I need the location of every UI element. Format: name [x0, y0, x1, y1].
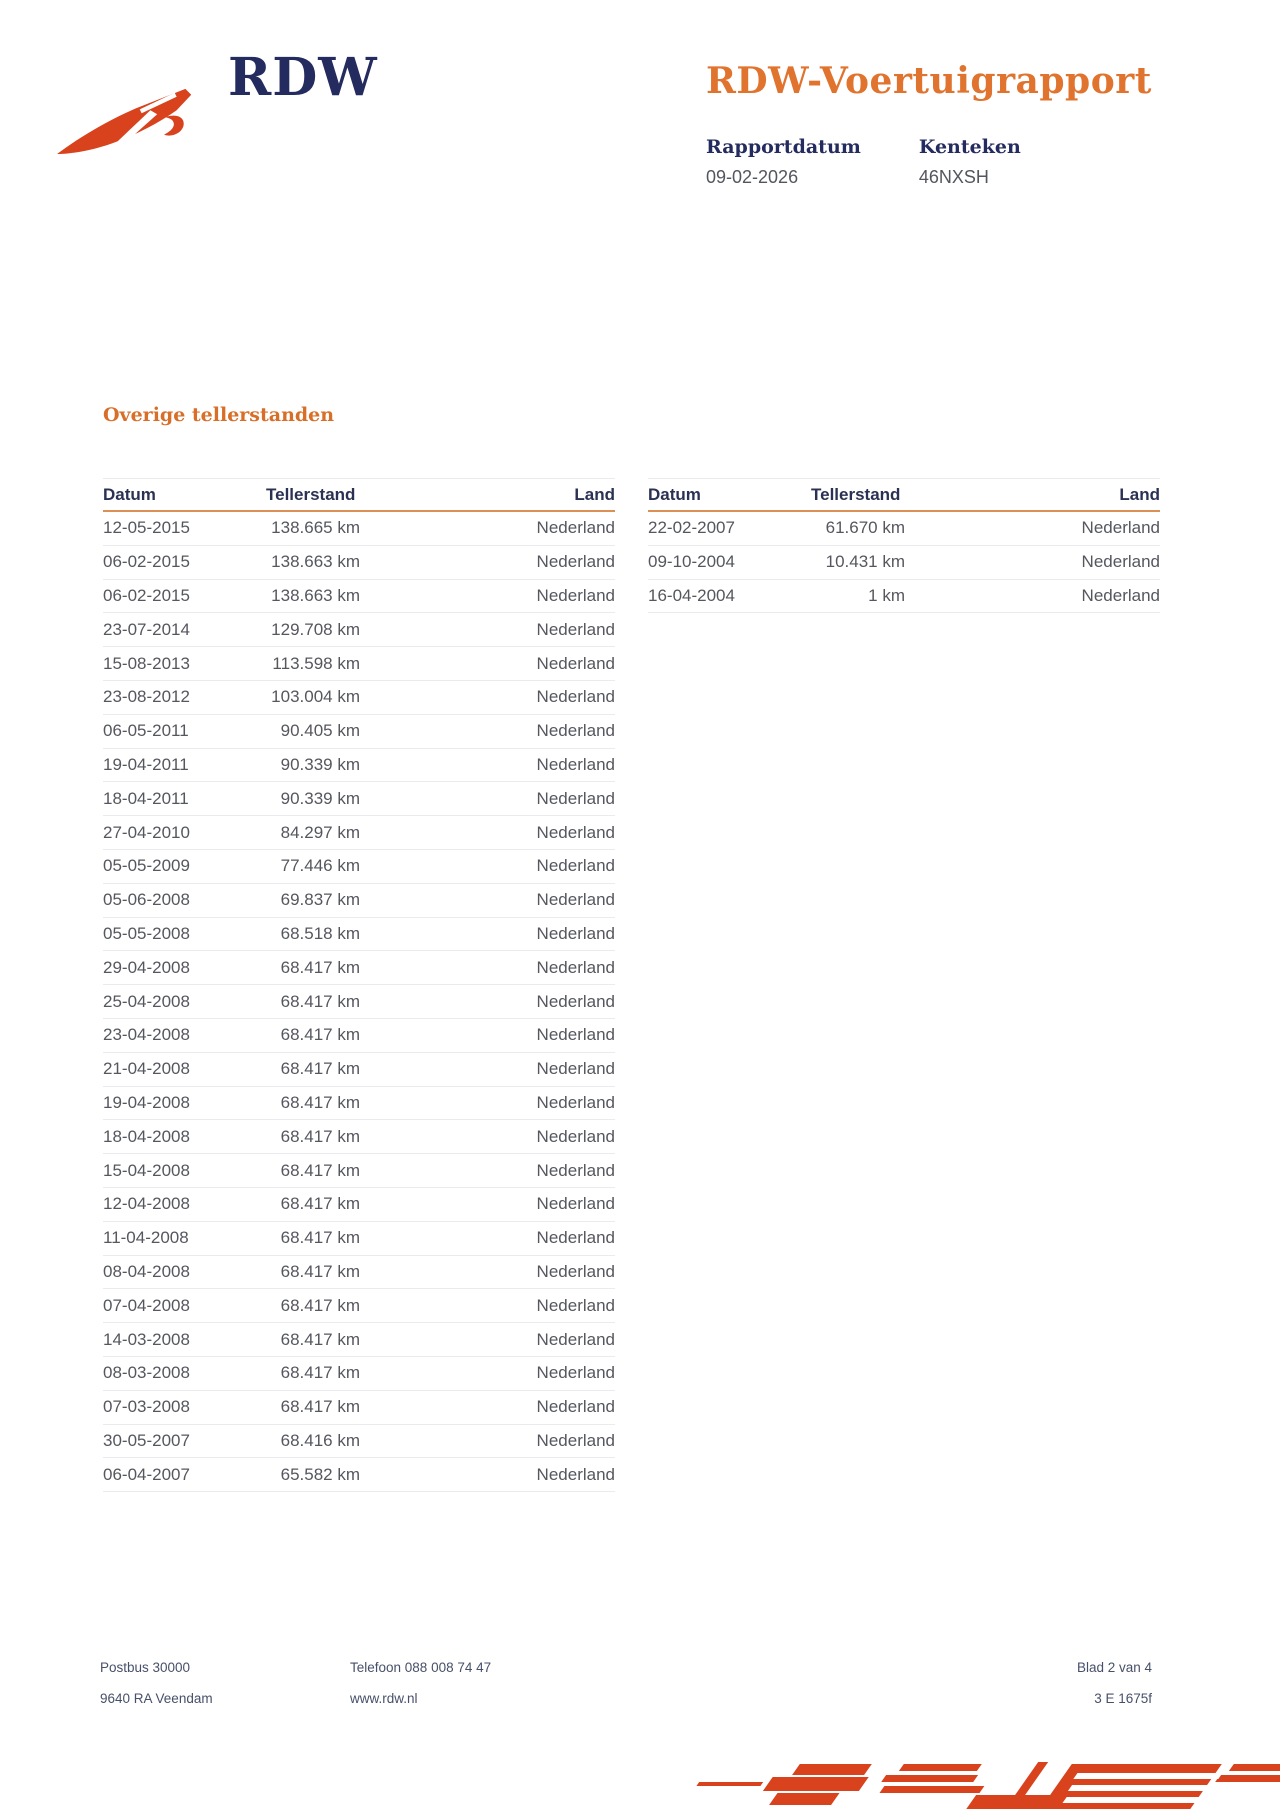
cell-land: Nederland: [536, 1025, 615, 1045]
cell-land: Nederland: [536, 1363, 615, 1383]
cell-datum: 12-05-2015: [103, 518, 190, 538]
cell-datum: 18-04-2011: [103, 788, 189, 808]
cell-land: Nederland: [536, 923, 615, 943]
cell-tellerstand: 61.670 km: [825, 518, 905, 538]
table-row: [103, 715, 615, 749]
license-plate-block: [919, 136, 1021, 188]
column-header-land: Land: [574, 484, 615, 504]
cell-tellerstand: 90.339 km: [280, 788, 360, 808]
cell-land: Nederland: [536, 1397, 615, 1417]
cell-datum: 08-03-2008: [103, 1363, 190, 1383]
cell-datum: 19-04-2008: [103, 1092, 190, 1112]
cell-datum: 07-03-2008: [103, 1397, 190, 1417]
cell-tellerstand: 68.417 km: [280, 957, 360, 977]
cell-tellerstand: 68.417 km: [280, 1228, 360, 1248]
cell-land: Nederland: [1081, 518, 1160, 538]
cell-datum: 06-02-2015: [103, 585, 190, 605]
column-header-tellerstand: Tellerstand: [811, 484, 901, 504]
cell-datum: 06-04-2007: [103, 1464, 190, 1484]
cell-tellerstand: 68.417 km: [280, 1261, 360, 1281]
cell-land: Nederland: [536, 585, 615, 605]
column-header-land: Land: [1119, 484, 1160, 504]
cell-datum: 07-04-2008: [103, 1295, 190, 1315]
cell-land: Nederland: [536, 1126, 615, 1146]
table-row: [103, 546, 615, 580]
cell-datum: 22-02-2007: [648, 518, 735, 538]
table-row: [103, 681, 615, 715]
table-row: [103, 1458, 615, 1492]
report-date-label: Rapportdatum: [706, 136, 861, 158]
cell-datum: 21-04-2008: [103, 1059, 190, 1079]
cell-land: Nederland: [1081, 552, 1160, 572]
table-row: [103, 1425, 615, 1459]
page-title: RDW-Voertuigrapport: [706, 60, 1152, 102]
cell-datum: 05-05-2008: [103, 923, 190, 943]
license-plate-value: 46NXSH: [918, 167, 989, 187]
cell-datum: 09-10-2004: [648, 552, 735, 572]
cell-tellerstand: 68.417 km: [280, 1025, 360, 1045]
cell-land: Nederland: [536, 991, 615, 1011]
cell-land: Nederland: [536, 957, 615, 977]
cell-datum: 14-03-2008: [103, 1329, 190, 1349]
table-row: [103, 1154, 615, 1188]
cell-datum: 16-04-2004: [648, 585, 735, 605]
cell-tellerstand: 65.582 km: [280, 1464, 360, 1484]
table-row: [103, 850, 615, 884]
cell-tellerstand: 68.417 km: [280, 1160, 360, 1180]
cell-datum: 11-04-2008: [103, 1228, 189, 1248]
cell-tellerstand: 68.417 km: [280, 991, 360, 1011]
cell-tellerstand: 113.598 km: [272, 653, 360, 673]
cell-land: Nederland: [536, 653, 615, 673]
footer-address-line2: 9640 RA Veendam: [100, 1691, 213, 1706]
cell-tellerstand: 138.665 km: [271, 518, 360, 538]
cell-tellerstand: 69.837 km: [280, 890, 360, 910]
cell-tellerstand: 103.004 km: [271, 687, 360, 707]
cell-datum: 23-08-2012: [103, 687, 190, 707]
table-row: [103, 985, 615, 1019]
cell-tellerstand: 68.417 km: [280, 1295, 360, 1315]
column-header-datum: Datum: [648, 484, 701, 504]
cell-datum: 06-05-2011: [103, 721, 189, 741]
table-row: [103, 951, 615, 985]
cell-tellerstand: 68.417 km: [280, 1363, 360, 1383]
cell-datum: 25-04-2008: [103, 991, 190, 1011]
cell-tellerstand: 138.663 km: [271, 552, 360, 572]
cell-tellerstand: 68.417 km: [280, 1092, 360, 1112]
cell-land: Nederland: [536, 1430, 615, 1450]
cell-tellerstand: 1 km: [868, 585, 905, 605]
section-heading: Overige tellerstanden: [103, 404, 335, 426]
cell-land: Nederland: [536, 1261, 615, 1281]
table-row: [103, 1053, 615, 1087]
cell-tellerstand: 68.417 km: [280, 1059, 360, 1079]
cell-land: Nederland: [536, 721, 615, 741]
table-row: [648, 546, 1160, 580]
cell-land: Nederland: [536, 552, 615, 572]
cell-tellerstand: 68.417 km: [280, 1397, 360, 1417]
cell-land: Nederland: [536, 518, 615, 538]
odometer-table-right: [648, 478, 1160, 613]
table-row: [103, 816, 615, 850]
table-row: [103, 1087, 615, 1121]
odometer-table-left: [103, 478, 615, 1492]
cell-tellerstand: 10.431 km: [825, 552, 905, 572]
cell-land: Nederland: [536, 1464, 615, 1484]
footer-address-line1: Postbus 30000: [100, 1660, 191, 1675]
table-header: [103, 478, 615, 512]
cell-tellerstand: 90.339 km: [280, 754, 360, 774]
column-header-datum: Datum: [103, 484, 156, 504]
table-body: [648, 512, 1160, 613]
table-row: [103, 1289, 615, 1323]
cell-datum: 06-02-2015: [103, 552, 190, 572]
table-row: [103, 918, 615, 952]
cell-datum: 15-08-2013: [103, 653, 190, 673]
cell-datum: 18-04-2008: [103, 1126, 190, 1146]
cell-datum: 29-04-2008: [103, 957, 190, 977]
cell-datum: 27-04-2010: [103, 822, 190, 842]
cell-tellerstand: 90.405 km: [280, 721, 360, 741]
rdw-logo-icon: [56, 86, 202, 156]
cell-tellerstand: 84.297 km: [280, 822, 360, 842]
cell-tellerstand: 68.518 km: [280, 923, 360, 943]
table-row: [103, 1019, 615, 1053]
table-row: [103, 1323, 615, 1357]
report-meta: [706, 136, 1021, 188]
cell-land: Nederland: [536, 1194, 615, 1214]
cell-land: Nederland: [536, 1160, 615, 1180]
cell-tellerstand: 68.417 km: [280, 1126, 360, 1146]
cell-tellerstand: 68.417 km: [280, 1194, 360, 1214]
footer-phone: Telefoon 088 008 74 47: [350, 1660, 492, 1675]
table-row: [103, 1391, 615, 1425]
cell-datum: 05-05-2009: [103, 856, 190, 876]
cell-land: Nederland: [536, 1295, 615, 1315]
table-row: [103, 782, 615, 816]
cell-land: Nederland: [536, 754, 615, 774]
cell-tellerstand: 129.708 km: [271, 619, 360, 639]
cell-land: Nederland: [536, 1059, 615, 1079]
cell-datum: 30-05-2007: [103, 1430, 190, 1450]
cell-tellerstand: 77.446 km: [280, 856, 360, 876]
cell-tellerstand: 138.663 km: [271, 585, 360, 605]
table-row: [103, 749, 615, 783]
table-body: [103, 512, 615, 1492]
cell-land: Nederland: [1081, 585, 1160, 605]
license-plate-label: Kenteken: [918, 136, 1021, 158]
cell-datum: 05-06-2008: [103, 890, 190, 910]
rdw-logo-text: RDW: [228, 47, 378, 108]
cell-datum: 23-04-2008: [103, 1025, 190, 1045]
cell-datum: 08-04-2008: [103, 1261, 190, 1281]
footer-contact: [350, 1660, 491, 1706]
table-row: [103, 647, 615, 681]
column-header-tellerstand: Tellerstand: [266, 484, 356, 504]
report-date-value: 09-02-2026: [706, 167, 799, 187]
cell-land: Nederland: [536, 856, 615, 876]
cell-tellerstand: 68.416 km: [280, 1430, 360, 1450]
table-row: [648, 580, 1160, 614]
table-row: [648, 512, 1160, 546]
table-row: [103, 1357, 615, 1391]
page-indicator: Blad 2 van 4: [1076, 1660, 1152, 1675]
cell-land: Nederland: [536, 619, 615, 639]
cell-datum: 12-04-2008: [103, 1194, 190, 1214]
table-row: [103, 1120, 615, 1154]
cell-land: Nederland: [536, 687, 615, 707]
footer-page-info: [1077, 1660, 1152, 1706]
table-row: [103, 1222, 615, 1256]
cell-datum: 15-04-2008: [103, 1160, 190, 1180]
footer-address: [100, 1660, 213, 1706]
cell-tellerstand: 68.417 km: [280, 1329, 360, 1349]
table-row: [103, 580, 615, 614]
table-row: [103, 1188, 615, 1222]
cell-land: Nederland: [536, 788, 615, 808]
table-row: [103, 613, 615, 647]
cell-land: Nederland: [536, 822, 615, 842]
form-code: 3 E 1675f: [1094, 1691, 1152, 1706]
report-date-block: [706, 136, 861, 188]
footer-website: www.rdw.nl: [350, 1691, 418, 1706]
speed-stripes-graphic: [660, 1758, 1280, 1812]
table-row: [103, 512, 615, 546]
cell-land: Nederland: [536, 1228, 615, 1248]
cell-datum: 19-04-2011: [103, 754, 189, 774]
table-row: [103, 1256, 615, 1290]
cell-land: Nederland: [536, 890, 615, 910]
table-row: [103, 884, 615, 918]
cell-datum: 23-07-2014: [103, 619, 190, 639]
cell-land: Nederland: [536, 1092, 615, 1112]
cell-land: Nederland: [536, 1329, 615, 1349]
table-header: [648, 478, 1160, 512]
